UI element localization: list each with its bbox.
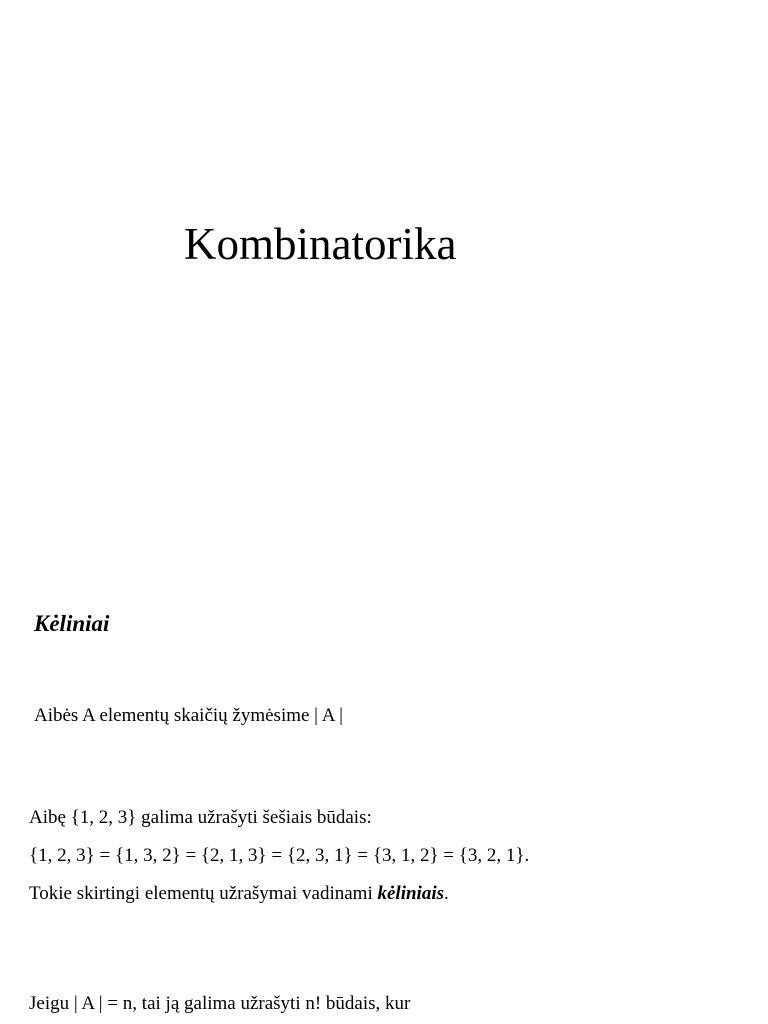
definition-prefix: Tokie skirtingi elementų užrašymai vadinami bbox=[29, 883, 378, 904]
example-intro-paragraph: Aibę {1, 2, 3} galima užrašyti šešiais būdais: bbox=[29, 807, 372, 828]
definition-suffix: . bbox=[444, 883, 449, 904]
general-case-paragraph: Jeigu | A | = n, tai ją galima užrašyti n! būdais, kur bbox=[29, 993, 411, 1014]
section-heading-keliniai: Kėliniai bbox=[34, 611, 110, 636]
example-equalities-line: {1, 2, 3} = {1, 3, 2} = {2, 1, 3} = {2, 3, 1} = {3, 1, 2} = {3, 2, 1}. bbox=[29, 845, 530, 866]
definition-term: kėliniais bbox=[377, 883, 445, 904]
notation-paragraph: Aibės A elementų skaičių žymėsime | A | bbox=[34, 705, 343, 726]
document-title: Kombinatorika bbox=[184, 219, 457, 269]
definition-paragraph bbox=[29, 882, 449, 906]
